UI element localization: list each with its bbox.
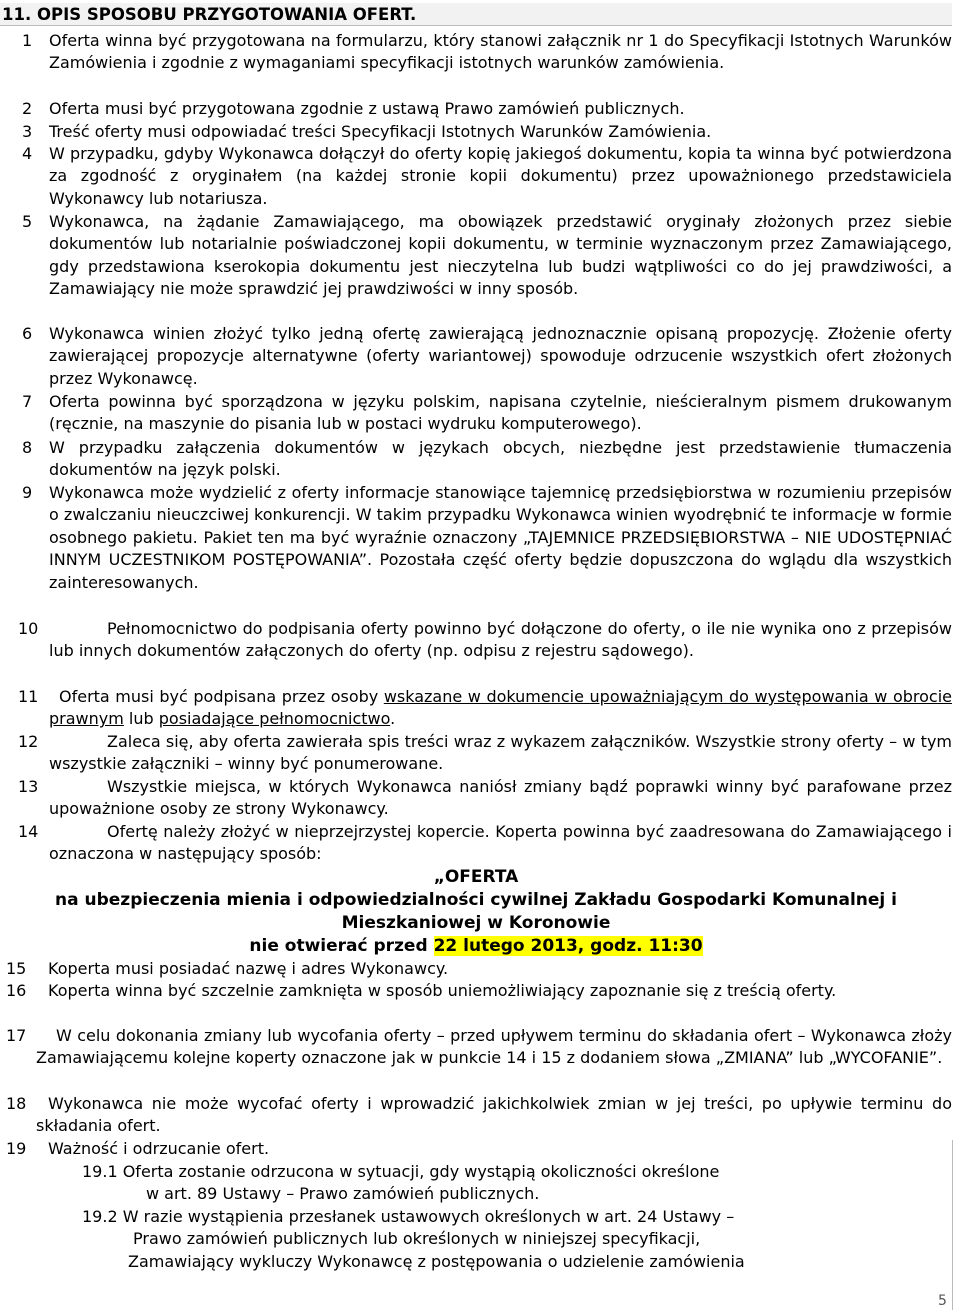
envelope-line-2: na ubezpieczenia mienia i odpowiedzialności cywilnej Zakładu Gospodarki Komunalnej i	[55, 890, 897, 910]
item-number: 11	[18, 687, 39, 706]
list-item	[0, 121, 952, 143]
underlined-text: wskazane w dokumencie upoważniającym do występowania w obrocie prawnym	[49, 687, 953, 729]
item-number: 2	[22, 99, 33, 118]
item-text: Koperta musi posiadać nazwę i adres Wykonawcy.	[48, 959, 449, 978]
item-number: 8	[22, 438, 33, 457]
item-text-part: .	[390, 709, 396, 729]
item-text: Oferta powinna być sporządzona w języku polskim, napisana czytelnie, nieścieralnym pismem drukowanym (ręcznie, na maszynie do pisania lub w postaci wydruku komputerowego).	[49, 392, 952, 434]
list-item	[0, 821, 952, 866]
item-text: Wykonawca, na żądanie Zamawiającego, ma obowiązek przedstawić oryginały złożonych przez siebie dokumentów lub notarialnie poświadczonej kopii dokumentu, w terminie wyznaczonym przez Zamawiającego, gdy przedstawiona kserokopia dokumentu jest nieczytelna lub budzi wątpliwości co do jej prawdziwości, a Zamawiający nie może sprawdzić jej prawdziwości w inny sposób.	[49, 212, 952, 299]
item-text: W celu dokonania zmiany lub wycofania oferty – przed upływem terminu do składania ofert – Wykonawca złoży Zamawiającemu kolejne koperty oznaczone jak w punkcie 14 i 15 z dodaniem słowa „ZMIANA” lub „WYCOFANIE”.	[36, 1026, 952, 1068]
list-item	[0, 143, 952, 210]
sub-item-line: Zamawiający wykluczy Wykonawcę z postępowania o udzielenie zamówienia	[128, 1251, 745, 1271]
list-item	[0, 211, 952, 301]
section-heading: 11. OPIS SPOSOBU PRZYGOTOWANIA OFERT.	[0, 3, 952, 26]
list-item	[0, 1093, 952, 1138]
list-item	[0, 391, 952, 436]
list-item	[0, 958, 952, 980]
item-text: Wszystkie miejsca, w których Wykonawca naniósł zmiany bądź poprawki winny być parafowane przez upoważnione osoby ze strony Wykonawcy.	[49, 777, 952, 819]
item-text: W przypadku załączenia dokumentów w językach obcych, niezbędne jest przedstawienie tłumaczenia dokumentów na język polski.	[49, 438, 952, 480]
sub-item-line: 19.2 W razie wystąpienia przesłanek ustawowych określonych w art. 24 Ustawy –	[82, 1207, 735, 1226]
item-text: Wykonawca winien złożyć tylko jedną ofertę zawierającą jednoznacznie opisaną propozycję. Złożenie oferty zawierającej propozycje alternatywne (oferty wariantowej) spowoduje odrzucenie wszystkich ofert złożonych przez Wykonawcę.	[49, 324, 952, 388]
envelope-label	[0, 866, 952, 958]
list-item	[0, 482, 952, 594]
list-item	[0, 1138, 952, 1160]
page-number: 5	[938, 1293, 947, 1309]
list-item	[0, 731, 952, 776]
list-item	[0, 980, 952, 1002]
item-text-part: Oferta musi być podpisana przez osoby	[59, 687, 384, 706]
item-text-part: lub	[123, 709, 159, 729]
item-number: 13	[18, 777, 39, 796]
margin-rule	[952, 1140, 953, 1310]
list-item	[0, 323, 952, 390]
item-text: Wykonawca nie może wycofać oferty i wprowadzić jakichkolwiek zmian w jej treści, po upływie terminu do składania ofert.	[36, 1094, 952, 1136]
item-number: 6	[22, 324, 33, 343]
item-text: Oferta musi być przygotowana zgodnie z ustawą Prawo zamówień publicznych.	[49, 99, 685, 118]
item-text: Pełnomocnictwo do podpisania oferty powinno być dołączone do oferty, o ile nie wynika ono z przepisów lub innych dokumentów załączonych do oferty (np. odpisu z rejestru sądowego).	[49, 619, 952, 661]
item-number: 10	[18, 619, 39, 638]
item-number: 17	[6, 1026, 27, 1045]
item-number: 1	[22, 31, 33, 50]
item-text: Wykonawca może wydzielić z oferty informacje stanowiące tajemnicę przedsiębiorstwa w rozumieniu przepisów o zwalczaniu nieuczciwej konkurencji. W takim przypadku Wykonawca winien wyodrębnić te informacje w formie osobnego pakietu. Pakiet ten ma być wyraźnie oznaczony „TAJEMNICE PRZEDSIĘBIORSTWA – NIE UDOSTĘPNIAĆ INNYM UCZESTNIKOM POSTĘPOWANIA”. Pozostała część oferty będzie dopuszczona do wglądu dla wszystkich zainteresowanych.	[49, 483, 952, 592]
sub-item-line: Prawo zamówień publicznych lub określonych w niniejszej specyfikacji,	[133, 1229, 701, 1249]
sub-item-line: 19.1 Oferta zostanie odrzucona w sytuacji, gdy wystąpią okoliczności określone	[82, 1162, 720, 1181]
envelope-deadline-label: nie otwierać przed	[249, 936, 434, 956]
item-number: 3	[22, 122, 33, 141]
item-number: 9	[22, 483, 33, 502]
item-text: Koperta winna być szczelnie zamknięta w sposób uniemożliwiający zapoznanie się z treścią oferty.	[48, 981, 837, 1000]
item-text: Zaleca się, aby oferta zawierała spis treści wraz z wykazem załączników. Wszystkie strony oferty – w tym wszystkie załączniki – winny być ponumerowane.	[49, 732, 952, 774]
item-text	[49, 686, 952, 731]
envelope-line-3: Mieszkaniowej w Koronowie	[341, 913, 611, 933]
list-item	[0, 1025, 952, 1070]
item-text: Ofertę należy złożyć w nieprzejrzystej kopercie. Koperta powinna być zaadresowana do Zamawiającego i oznaczona w następujący sposób:	[49, 822, 952, 864]
item-number: 14	[18, 822, 39, 841]
list-item	[0, 618, 952, 663]
sub-item-19-1	[82, 1161, 719, 1206]
item-number: 18	[6, 1094, 27, 1113]
list-item	[0, 686, 952, 731]
item-number: 7	[22, 392, 33, 411]
item-number: 12	[18, 732, 39, 751]
item-text: W przypadku, gdyby Wykonawca dołączył do oferty kopię jakiegoś dokumentu, kopia ta winna być potwierdzona za zgodność z oryginałem (na każdej stronie kopii dokumentu) przez upoważnionego przedstawiciela Wykonawcy lub notariusza.	[49, 144, 952, 208]
item-number: 16	[6, 981, 27, 1000]
underlined-text: posiadające pełnomocnictwo	[158, 709, 391, 729]
item-number: 19	[6, 1139, 27, 1158]
sub-item-line: w art. 89 Ustawy – Prawo zamówień publicznych.	[146, 1184, 540, 1204]
list-item	[0, 30, 952, 75]
sub-item-19-2	[82, 1206, 745, 1273]
item-number: 4	[22, 144, 33, 163]
item-number: 5	[22, 212, 33, 231]
envelope-deadline-date: 22 lutego 2013, godz. 11:30	[433, 936, 703, 956]
item-text: Oferta winna być przygotowana na formularzu, który stanowi załącznik nr 1 do Specyfikacji Istotnych Warunków Zamówienia i zgodnie z wymaganiami specyfikacji istotnych warunków zamówienia.	[49, 31, 952, 73]
envelope-line-1: „OFERTA	[433, 867, 519, 887]
item-number: 15	[6, 959, 27, 978]
item-text: Ważność i odrzucanie ofert.	[48, 1139, 270, 1158]
item-text: Treść oferty musi odpowiadać treści Specyfikacji Istotnych Warunków Zamówienia.	[49, 122, 712, 141]
envelope-line-4	[0, 935, 952, 958]
list-item	[0, 98, 952, 120]
list-item	[0, 776, 952, 821]
list-item	[0, 437, 952, 482]
